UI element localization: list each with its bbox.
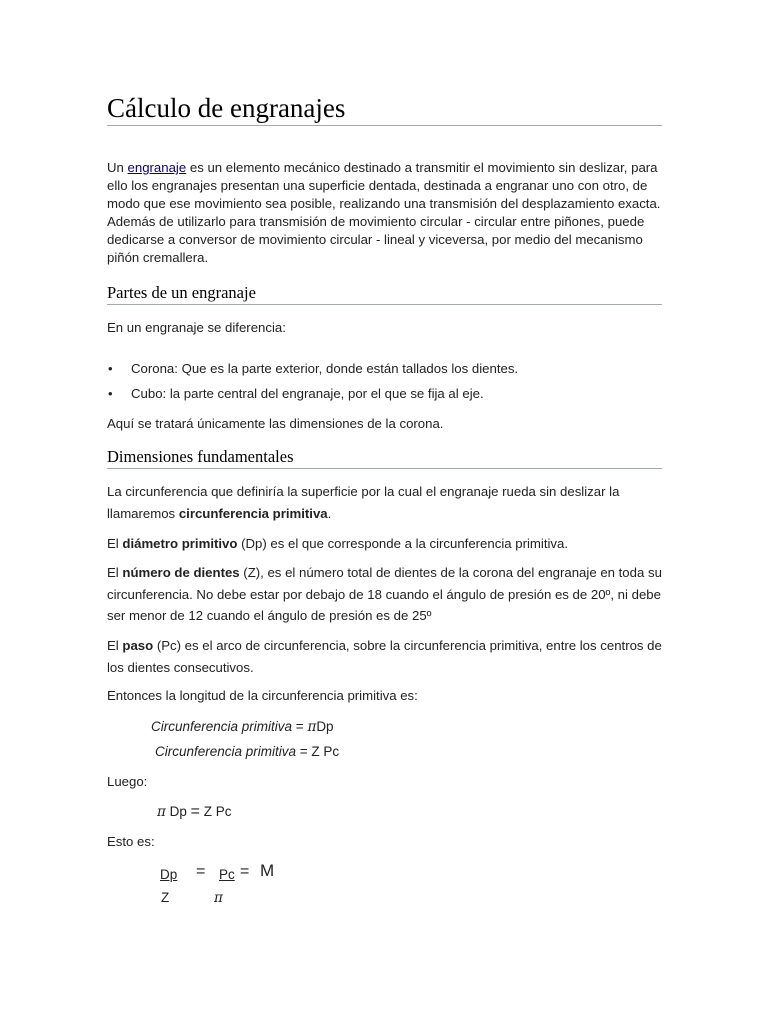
intro-text: es un elemento mecánico destinado a transmitir el movimiento sin deslizar, para ello los engranajes presentan una superficie dentada, destinada a engranar uno con otro, de modo que ese movimiento sea posible, realizando una transmisión del desplazamiento exacta. Además de utilizarlo para transmisión de movimiento circular - circular entre piñones, puede dedicarse a conversor de movimiento circular - lineal y viceversa, por medio del mecanismo piñón cremallera. <box>107 160 661 265</box>
partes-lead: En un engranaje se diferencia: <box>107 320 286 335</box>
diametro-paragraph <box>107 533 662 555</box>
list-item <box>107 385 662 410</box>
pi-symbol: π <box>157 804 166 820</box>
esto-text: Esto es: <box>107 834 155 849</box>
paragraph-text: . <box>327 505 332 521</box>
paragraph-text: El <box>107 565 123 580</box>
ratio-numerator-pc: Pc <box>219 867 235 882</box>
equals-sign: = <box>240 863 250 880</box>
formula-label: Circunferencia primitiva <box>151 719 293 734</box>
section-heading-dimensiones: Dimensiones fundamentales <box>107 447 662 469</box>
paso-paragraph <box>107 635 662 678</box>
dientes-paragraph <box>107 562 662 627</box>
formula-pi-dp <box>157 803 232 821</box>
pi-symbol: π <box>307 719 317 735</box>
section-heading-partes: Partes de un engranaje <box>107 283 662 305</box>
paragraph-text: La circunferencia que definiría la superficie por la cual el engranaje rueda sin deslizar la llamaremos <box>107 484 620 521</box>
list-item-text: Corona: Que es la parte exterior, donde están tallados los dientes. <box>131 361 519 376</box>
modulo-m: M <box>260 861 275 880</box>
ratio-numerator-dp: Dp <box>160 867 178 882</box>
formula-circunferencia-pi <box>151 718 334 736</box>
term-numero-dientes: número de dientes <box>122 565 240 580</box>
formula-rhs: = Z Pc <box>296 744 340 759</box>
equals-sign: = <box>292 719 308 734</box>
paragraph-text: (Pc) es el arco de circunferencia, sobre la circunferencia primitiva, entre los centros de los dientes consecutivos. <box>107 638 662 675</box>
term-paso: paso <box>122 638 154 653</box>
formula-circunferencia-z <box>155 743 339 761</box>
intro-paragraph <box>107 159 662 267</box>
equals-sign: = <box>196 863 206 880</box>
paragraph-text: El <box>107 536 123 551</box>
engranaje-link[interactable]: engranaje <box>127 160 187 175</box>
longitud-paragraph: Entonces la longitud de la circunferencia primitiva es: <box>107 688 418 703</box>
partes-list <box>107 360 662 410</box>
bullet-icon: • <box>108 361 113 376</box>
list-item <box>107 360 662 385</box>
ratio-formula <box>107 860 407 910</box>
formula-label: Circunferencia primitiva <box>155 744 297 759</box>
circunferencia-paragraph <box>107 481 662 524</box>
formula-rhs: Dp <box>316 719 334 734</box>
ratio-denominator-pi: π <box>214 890 223 906</box>
paragraph-text: El <box>107 638 123 653</box>
term-diametro-primitivo: diámetro primitivo <box>122 536 238 551</box>
intro-lead: Un <box>107 160 128 175</box>
list-item-text: Cubo: la parte central del engranaje, por el que se fija al eje. <box>131 386 484 401</box>
bullet-icon: • <box>108 386 113 401</box>
ratio-denominator-z: Z <box>161 890 170 905</box>
term-circunferencia-primitiva: circunferencia primitiva <box>178 505 328 521</box>
formula-lhs: Dp <box>165 804 191 819</box>
formula-rhs: Z Pc <box>199 804 232 819</box>
paragraph-text: (Z), es el número total de dientes de la corona del engranaje en toda su circunferencia. No debe estar por debajo de 18 cuando el ángulo de presión es de 20º, ni debe ser menor de 12 cuando el ángulo de presión es de 25º <box>107 565 662 623</box>
luego-text: Luego: <box>107 774 148 789</box>
page-title: Cálculo de engranajes <box>107 92 662 126</box>
equals-sign: = <box>190 803 200 820</box>
corona-note: Aquí se tratará únicamente las dimensiones de la corona. <box>107 416 444 431</box>
paragraph-text: (Dp) es el que corresponde a la circunferencia primitiva. <box>237 536 569 551</box>
